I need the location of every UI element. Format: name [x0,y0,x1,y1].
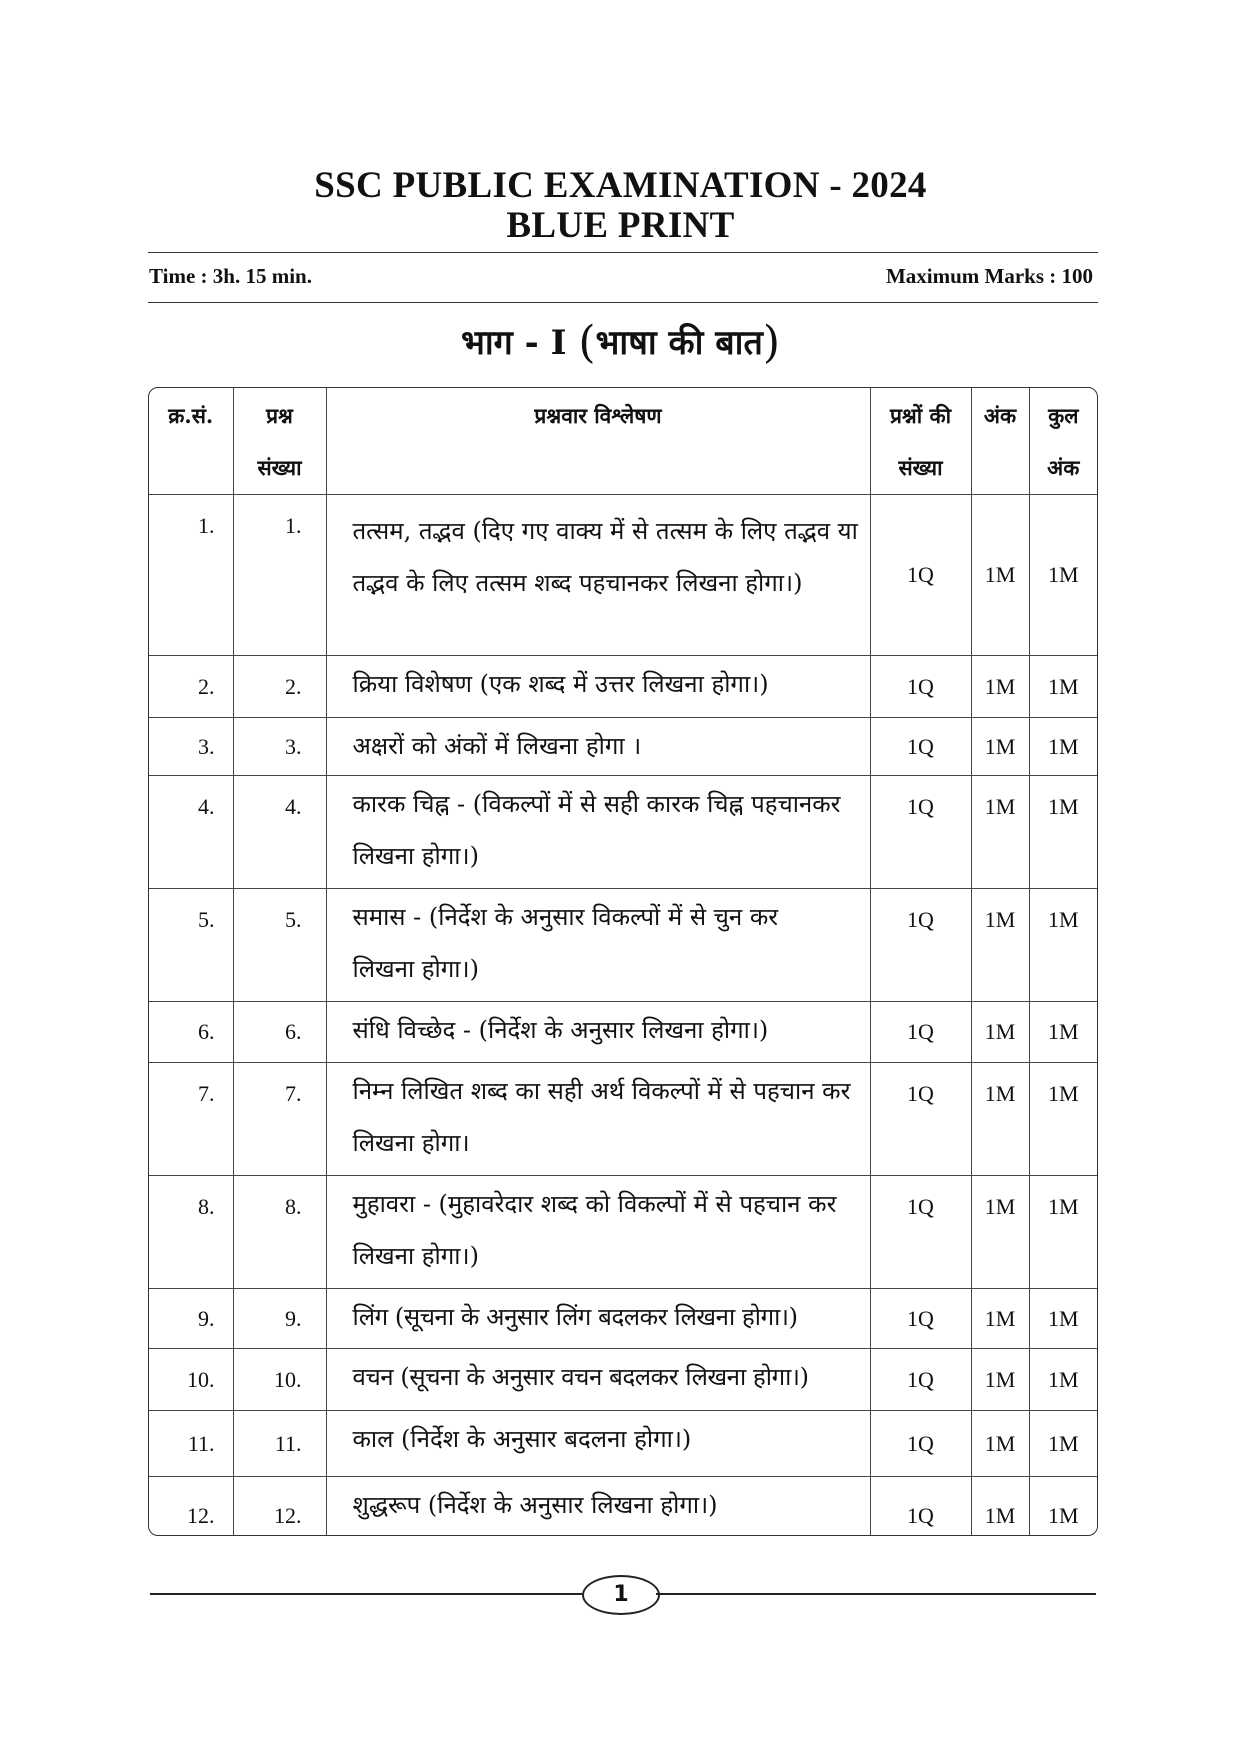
row-marks: 1M [971,1477,1029,1537]
row-marks: 1M [971,1289,1029,1349]
table-row [149,1289,1097,1349]
time-label: Time : 3h. 15 min. [149,264,312,288]
row-serial: 9. [149,1289,233,1349]
row-question-no: 11. [233,1411,326,1477]
row-total: 1M [1029,1002,1097,1063]
row-serial: 5. [149,889,233,1002]
table-row [149,718,1097,776]
row-count: 1Q [870,1477,971,1537]
row-total: 1M [1029,1289,1097,1349]
table-row [149,1477,1097,1537]
row-serial: 2. [149,656,233,718]
table-row [149,776,1097,889]
header-rule-top [148,252,1098,253]
footer-rule-left [150,1593,582,1595]
row-question-no: 1. [233,495,326,656]
row-total: 1M [1029,1176,1097,1289]
row-serial: 11. [149,1411,233,1477]
table-row [149,889,1097,1002]
row-marks: 1M [971,656,1029,718]
table-row [149,1411,1097,1477]
row-marks: 1M [971,1176,1029,1289]
row-serial: 4. [149,776,233,889]
header-rule-bottom [148,302,1098,303]
row-description: क्रिया विशेषण (एक शब्द में उत्तर लिखना होगा।) [326,656,870,718]
row-count: 1Q [870,1411,971,1477]
header-marks: अंक [971,388,1029,495]
section-open-paren: ( [578,317,596,368]
row-marks: 1M [971,776,1029,889]
row-count: 1Q [870,889,971,1002]
row-count: 1Q [870,656,971,718]
row-total: 1M [1029,718,1097,776]
page-number: 1 [582,1575,660,1615]
section-name: भाषा की बात [595,323,763,363]
row-serial: 3. [149,718,233,776]
header-question-no: प्रश्न संख्या [233,388,326,495]
row-marks: 1M [971,889,1029,1002]
row-serial: 12. [149,1477,233,1537]
blue-print-title: BLUE PRINT [506,205,735,246]
row-marks: 1M [971,1411,1029,1477]
row-marks: 1M [971,1002,1029,1063]
row-serial: 1. [149,495,233,656]
header-num-questions: प्रश्नों की संख्या [870,388,971,495]
row-description: काल (निर्देश के अनुसार बदलना होगा।) [326,1411,870,1477]
table-row [149,1002,1097,1063]
row-question-no: 4. [233,776,326,889]
row-description: वचन (सूचना के अनुसार वचन बदलकर लिखना होगा।) [326,1349,870,1411]
row-count: 1Q [870,1289,971,1349]
row-total: 1M [1029,776,1097,889]
row-question-no: 6. [233,1002,326,1063]
row-count: 1Q [870,776,971,889]
row-total: 1M [1029,1477,1097,1537]
row-serial: 10. [149,1349,233,1411]
row-question-no: 5. [233,889,326,1002]
row-count: 1Q [870,1002,971,1063]
row-question-no: 9. [233,1289,326,1349]
header-serial: क्र.सं. [149,388,233,495]
table-row [149,495,1097,656]
row-marks: 1M [971,1349,1029,1411]
row-total: 1M [1029,1349,1097,1411]
header-total: कुल अंक [1029,388,1097,495]
table-header-row [149,388,1097,495]
table-row [149,656,1097,718]
row-total: 1M [1029,495,1097,656]
row-total: 1M [1029,889,1097,1002]
row-question-no: 7. [233,1063,326,1176]
row-description: संधि विच्छेद - (निर्देश के अनुसार लिखना होगा।) [326,1002,870,1063]
row-question-no: 12. [233,1477,326,1537]
section-close-paren: ) [762,317,781,368]
row-count: 1Q [870,495,971,656]
section-prefix: भाग - I [460,323,579,363]
row-marks: 1M [971,495,1029,656]
table-row [149,1176,1097,1289]
blueprint-table [148,387,1098,1536]
row-question-no: 10. [233,1349,326,1411]
section-title [0,318,1241,368]
row-question-no: 8. [233,1176,326,1289]
table-row [149,1063,1097,1176]
row-marks: 1M [971,1063,1029,1176]
row-count: 1Q [870,1176,971,1289]
row-count: 1Q [870,1063,971,1176]
footer-rule-right [656,1593,1096,1595]
header-analysis: प्रश्नवार विश्लेषण [326,388,870,495]
row-description: तत्सम, तद्भव (दिए गए वाक्य में से तत्सम के लिए तद्भव या तद्भव के लिए तत्सम शब्द पहचानकर लिखना होगा।) [326,495,870,656]
row-serial: 6. [149,1002,233,1063]
row-question-no: 2. [233,656,326,718]
row-total: 1M [1029,1411,1097,1477]
row-description: अक्षरों को अंकों में लिखना होगा । [326,718,870,776]
row-serial: 8. [149,1176,233,1289]
row-description: निम्न लिखित शब्द का सही अर्थ विकल्पों में से पहचान कर लिखना होगा। [326,1063,870,1176]
row-description: लिंग (सूचना के अनुसार लिंग बदलकर लिखना होगा।) [326,1289,870,1349]
table-row [149,1349,1097,1411]
row-description: शुद्धरूप (निर्देश के अनुसार लिखना होगा।) [326,1477,870,1537]
row-description: मुहावरा - (मुहावरेदार शब्द को विकल्पों में से पहचान कर लिखना होगा।) [326,1176,870,1289]
row-marks: 1M [971,718,1029,776]
row-question-no: 3. [233,718,326,776]
exam-title: SSC PUBLIC EXAMINATION - 2024 [314,165,927,206]
row-serial: 7. [149,1063,233,1176]
row-description: समास - (निर्देश के अनुसार विकल्पों में से चुन कर लिखना होगा।) [326,889,870,1002]
row-total: 1M [1029,656,1097,718]
row-total: 1M [1029,1063,1097,1176]
max-marks-label: Maximum Marks : 100 [885,264,1093,288]
row-description: कारक चिह्न - (विकल्पों में से सही कारक चिह्न पहचानकर लिखना होगा।) [326,776,870,889]
row-count: 1Q [870,718,971,776]
row-count: 1Q [870,1349,971,1411]
